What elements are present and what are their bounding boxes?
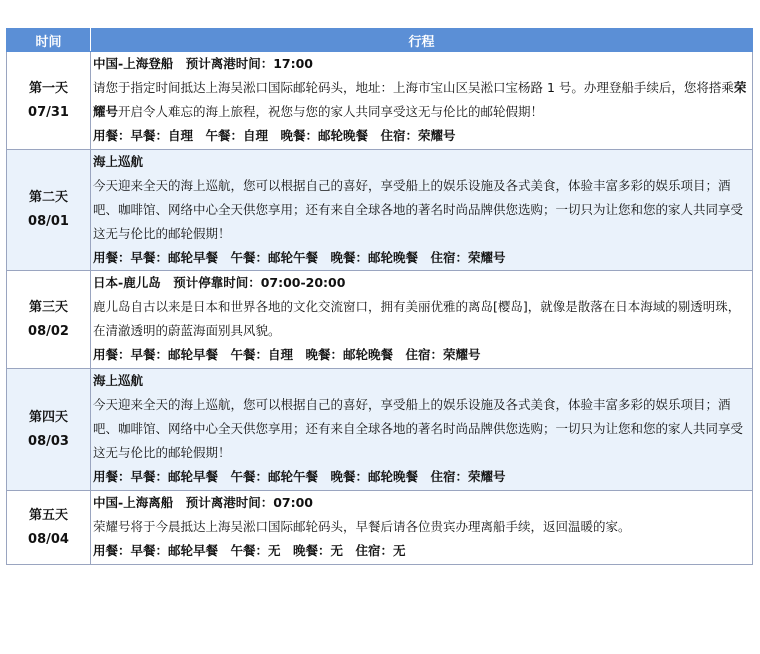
plan-cell-2 (91, 150, 753, 271)
day-label-4: 第四天 (28, 409, 68, 425)
day-date-5: 08/04 (28, 531, 69, 547)
header-time: 时间 (7, 29, 91, 52)
plan-desc-2: 今天迎来全天的海上巡航，您可以根据自己的喜好，享受船上的娱乐设施及各式美食，体验丰富多彩的娱乐项目；酒吧、咖啡馆、网络中心全天供您享用；还有来自全球各地的著名时尚品牌供您选购；一切只为让您和您的家人共同享受这无与伦比的邮轮假期！ (93, 178, 744, 241)
day-label-3: 第三天 (28, 299, 68, 315)
meals-1: 用餐：早餐：自理 午餐：自理 晚餐：邮轮晚餐 住宿：荣耀号 (93, 128, 456, 143)
day-cell-1 (7, 52, 91, 150)
day-row-2 (7, 150, 753, 271)
day-row-3 (7, 271, 753, 369)
plan-desc-1-a: 请您于指定时间抵达上海吴淞口国际邮轮码头，地址：上海市宝山区吴淞口宝杨路 1 号。办理登船手续后，您将搭乘 (93, 80, 734, 95)
day-label-1: 第一天 (28, 80, 68, 96)
header-plan: 行程 (91, 29, 753, 52)
meals-2: 用餐：早餐：邮轮早餐 午餐：邮轮午餐 晚餐：邮轮晚餐 住宿：荣耀号 (93, 250, 506, 265)
meals-4: 用餐：早餐：邮轮早餐 午餐：邮轮午餐 晚餐：邮轮晚餐 住宿：荣耀号 (93, 469, 506, 484)
day-cell-3 (7, 271, 91, 369)
plan-desc-1-b: 开启令人难忘的海上旅程，祝您与您的家人共同享受这无与伦比的邮轮假期！ (118, 104, 544, 119)
day-date-1: 07/31 (28, 104, 69, 120)
plan-desc-5: 荣耀号将于今晨抵达上海吴淞口国际邮轮码头，早餐后请各位贵宾办理离船手续，返回温暖的家。 (93, 519, 631, 534)
day-date-3: 08/02 (28, 323, 69, 339)
plan-title-2: 海上巡航 (93, 154, 144, 169)
itinerary-table (6, 28, 753, 565)
plan-cell-3 (91, 271, 753, 369)
header-row (7, 29, 753, 52)
day-cell-5 (7, 491, 91, 565)
plan-title-5: 中国-上海离船 预计离港时间：07:00 (93, 495, 313, 510)
day-cell-2 (7, 150, 91, 271)
day-cell-4 (7, 369, 91, 491)
day-row-1 (7, 52, 753, 150)
plan-cell-4 (91, 369, 753, 491)
plan-cell-5 (91, 491, 753, 565)
meals-3: 用餐：早餐：邮轮早餐 午餐：自理 晚餐：邮轮晚餐 住宿：荣耀号 (93, 347, 481, 362)
day-row-4 (7, 369, 753, 491)
day-label-2: 第二天 (28, 190, 68, 205)
plan-desc-1 (93, 76, 750, 124)
day-date-4: 08/03 (28, 433, 69, 449)
plan-title-1: 中国-上海登船 预计离港时间：17:00 (93, 56, 313, 71)
plan-title-4: 海上巡航 (93, 373, 144, 388)
day-row-5 (7, 491, 753, 565)
day-label-5: 第五天 (28, 507, 68, 523)
meals-5: 用餐：早餐：邮轮早餐 午餐：无 晚餐：无 住宿：无 (93, 543, 406, 558)
plan-desc-3: 鹿儿岛自古以来是日本和世界各地的文化交流窗口，拥有美丽优雅的离岛[樱岛]，就像是散落在日本海域的剔透明珠，在清澈透明的蔚蓝海面别具风貌。 (93, 299, 741, 338)
plan-cell-1 (91, 52, 753, 150)
day-date-2: 08/01 (28, 214, 69, 229)
ship-name: 荣耀号 (93, 80, 747, 119)
plan-title-3: 日本-鹿儿岛 预计停靠时间：07:00-20:00 (93, 275, 346, 290)
plan-desc-4: 今天迎来全天的海上巡航，您可以根据自己的喜好，享受船上的娱乐设施及各式美食，体验丰富多彩的娱乐项目；酒吧、咖啡馆、网络中心全天供您享用；还有来自全球各地的著名时尚品牌供您选购；一切只为让您和您的家人共同享受这无与伦比的邮轮假期！ (93, 397, 744, 460)
